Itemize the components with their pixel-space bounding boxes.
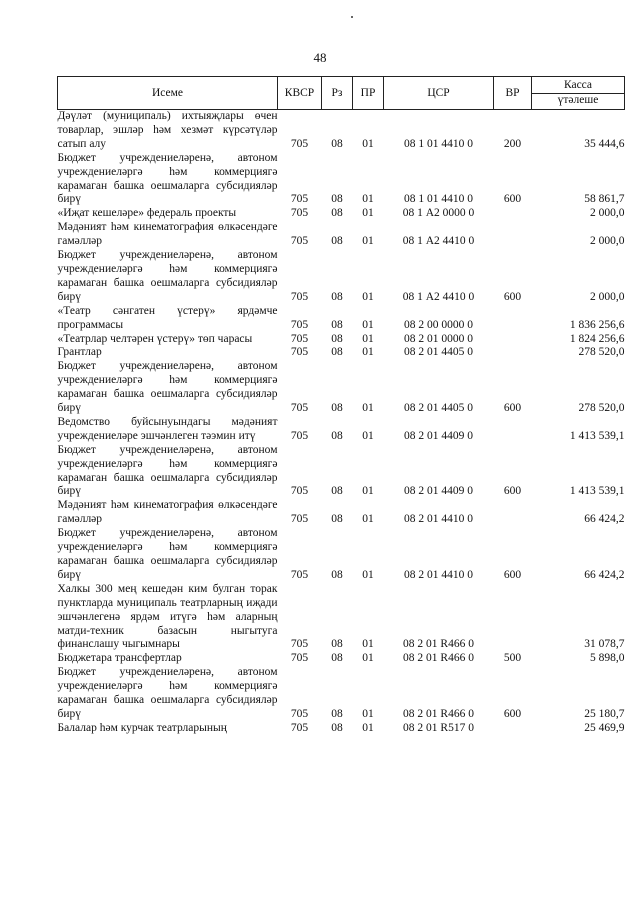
- cell-kvsr: 705: [290, 638, 309, 651]
- cell-vr: [494, 346, 532, 360]
- cell-csr: 08 2 01 R466 0: [403, 638, 474, 651]
- cell-rz: 08: [331, 346, 343, 359]
- cell-csr: 08 1 01 4410 0: [404, 193, 473, 206]
- cell-rz: 08: [331, 707, 343, 720]
- cell-vr: [494, 583, 532, 653]
- cell-amount: 1 824 256,6: [569, 332, 625, 345]
- cell-vr: 500: [503, 652, 522, 665]
- cell-name: «Иҗат кешеләре» федераль проекты: [57, 207, 237, 220]
- cell-amount: 278 520,0: [578, 402, 625, 415]
- cell-name: Мәдәният һәм кинематография өлкәсендәге гамәлләр: [57, 221, 278, 248]
- cell-name: Мәдәният һәм кинематография өлкәсендәге гамәлләр: [57, 499, 278, 526]
- kassa-sublabel: үтәлеше: [532, 93, 624, 107]
- cell-pr: 01: [362, 332, 374, 345]
- cell-kvsr: 705: [290, 346, 309, 359]
- table-row: [58, 207, 625, 221]
- cell-csr: 08 2 01 4410 0: [404, 568, 473, 581]
- cell-vr: 600: [503, 290, 522, 303]
- table-row: [58, 152, 625, 208]
- cell-csr: 08 2 01 0000 0: [404, 332, 473, 345]
- table-row: [58, 499, 625, 527]
- cell-vr: 600: [503, 568, 522, 581]
- cell-kvsr: 705: [290, 652, 309, 665]
- cell-vr: [494, 305, 532, 333]
- cell-pr: 01: [362, 207, 374, 220]
- column-header-kassa: [532, 77, 625, 110]
- table-row: [58, 333, 625, 347]
- table-row: [58, 249, 625, 305]
- cell-vr: [494, 416, 532, 444]
- cell-pr: 01: [362, 485, 374, 498]
- cell-amount: 25 180,7: [584, 707, 625, 720]
- cell-rz: 08: [331, 429, 343, 442]
- table-row: [58, 360, 625, 416]
- kassa-label: Касса: [563, 79, 593, 91]
- cell-kvsr: 705: [290, 568, 309, 581]
- cell-rz: 08: [331, 485, 343, 498]
- table-body: [58, 110, 625, 736]
- cell-amount: 5 898,0: [590, 652, 625, 665]
- cell-amount: 2 000,0: [590, 290, 625, 303]
- scan-speck: [351, 16, 353, 18]
- table-row: [58, 305, 625, 333]
- cell-name: «Театрлар челтәрен үстерү» төп чарасы: [57, 332, 253, 345]
- cell-amount: 31 078,7: [584, 638, 625, 651]
- cell-amount: 66 424,2: [584, 513, 625, 526]
- cell-vr: 600: [503, 402, 522, 415]
- cell-csr: 08 2 01 R517 0: [403, 721, 474, 734]
- cell-csr: 08 2 01 R466 0: [403, 707, 474, 720]
- cell-rz: 08: [331, 638, 343, 651]
- cell-pr: 01: [362, 429, 374, 442]
- cell-vr: 600: [503, 193, 522, 206]
- cell-name: Грантлар: [57, 346, 102, 359]
- cell-vr: [494, 722, 532, 736]
- cell-amount: 278 520,0: [578, 346, 625, 359]
- cell-amount: 2 000,0: [590, 235, 625, 248]
- cell-kvsr: 705: [290, 485, 309, 498]
- cell-rz: 08: [331, 332, 343, 345]
- cell-name: Ведомство буйсынуындагы мәдәният учреждениеләре эшчәнлеген тәэмин итү: [57, 415, 278, 442]
- cell-csr: 08 1 А2 0000 0: [402, 207, 475, 220]
- table-row: [58, 666, 625, 722]
- cell-rz: 08: [331, 137, 343, 150]
- cell-amount: 1 413 539,1: [569, 485, 625, 498]
- cell-rz: 08: [331, 207, 343, 220]
- cell-rz: 08: [331, 193, 343, 206]
- cell-vr: 600: [503, 707, 522, 720]
- cell-amount: 58 861,7: [584, 193, 625, 206]
- table-row: [58, 416, 625, 444]
- cell-pr: 01: [362, 235, 374, 248]
- cell-name: Бюджетара трансфертлар: [57, 652, 182, 665]
- cell-kvsr: 705: [290, 193, 309, 206]
- table-row: [58, 583, 625, 653]
- cell-kvsr: 705: [290, 137, 309, 150]
- table-row: [58, 346, 625, 360]
- cell-vr: [494, 333, 532, 347]
- cell-name: Бюджет учреждениеләренә, автоном учреждениеләргә һәм коммерциягә карамаган башка оешмаларга субсидияләр бирү: [57, 360, 278, 415]
- table-row: [58, 221, 625, 249]
- cell-kvsr: 705: [290, 513, 309, 526]
- cell-rz: 08: [331, 513, 343, 526]
- cell-name: Бюджет учреждениеләренә, автоном учреждениеләргә һәм коммерциягә карамаган башка оешмаларга субсидияләр бирү: [57, 249, 278, 303]
- cell-amount: 66 424,2: [584, 568, 625, 581]
- cell-pr: 01: [362, 721, 374, 734]
- cell-name: Бюджет учреждениеләренә, автоном учреждениеләргә һәм коммерциягә карамаган башка оешмаларга субсидияләр бирү: [57, 527, 278, 581]
- cell-pr: 01: [362, 318, 374, 331]
- cell-csr: 08 1 А2 4410 0: [402, 290, 475, 303]
- cell-name: Балалар һәм курчак театрларының: [57, 721, 227, 734]
- cell-kvsr: 705: [290, 402, 309, 415]
- cell-pr: 01: [362, 568, 374, 581]
- cell-rz: 08: [331, 235, 343, 248]
- cell-pr: 01: [362, 137, 374, 150]
- cell-csr: 08 1 А2 4410 0: [402, 235, 475, 248]
- cell-pr: 01: [362, 513, 374, 526]
- cell-vr: [494, 221, 532, 249]
- cell-name: Бюджет учреждениеләренә, автоном учреждениеләргә һәм коммерциягә карамаган башка оешмаларга субсидияләр бирү: [57, 666, 278, 720]
- cell-rz: 08: [331, 290, 343, 303]
- cell-csr: 08 2 00 0000 0: [404, 318, 473, 331]
- cell-rz: 08: [331, 318, 343, 331]
- cell-kvsr: 705: [290, 332, 309, 345]
- cell-csr: 08 2 01 R466 0: [403, 652, 474, 665]
- column-header-kvsr: КВСР: [278, 77, 322, 110]
- table-row: [58, 652, 625, 666]
- cell-amount: 1 413 539,1: [569, 429, 625, 442]
- cell-vr: [494, 499, 532, 527]
- table-row: [58, 110, 625, 152]
- cell-amount: 35 444,6: [584, 137, 625, 150]
- page-number: 48: [313, 50, 327, 65]
- cell-csr: 08 2 01 4409 0: [404, 485, 473, 498]
- cell-kvsr: 705: [290, 235, 309, 248]
- cell-vr: 200: [503, 137, 522, 150]
- cell-kvsr: 705: [290, 721, 309, 734]
- column-header-vr: ВР: [494, 77, 532, 110]
- cell-csr: 08 2 01 4405 0: [404, 346, 473, 359]
- cell-kvsr: 705: [290, 429, 309, 442]
- cell-name: Бюджет учреждениеләренә, автоном учреждениеләргә һәм коммерциягә карамаган башка оешмаларга субсидияләр бирү: [57, 151, 278, 206]
- cell-rz: 08: [331, 652, 343, 665]
- cell-pr: 01: [362, 193, 374, 206]
- cell-pr: 01: [362, 402, 374, 415]
- table-header-row: [58, 77, 625, 110]
- cell-pr: 01: [362, 707, 374, 720]
- cell-pr: 01: [362, 638, 374, 651]
- table-row: [58, 722, 625, 736]
- cell-vr: [494, 207, 532, 221]
- cell-kvsr: 705: [290, 318, 309, 331]
- cell-csr: 08 2 01 4409 0: [404, 429, 473, 442]
- cell-kvsr: 705: [290, 707, 309, 720]
- cell-vr: 600: [503, 485, 522, 498]
- cell-name: Дәүләт (муниципаль) ихтыяҗлары өчен товарлар, эшләр һәм хезмәт күрсәтүләр сатып алу: [57, 110, 278, 150]
- cell-rz: 08: [331, 721, 343, 734]
- cell-csr: 08 2 01 4410 0: [404, 513, 473, 526]
- cell-kvsr: 705: [290, 207, 309, 220]
- column-header-pr: ПР: [353, 77, 384, 110]
- cell-pr: 01: [362, 652, 374, 665]
- cell-rz: 08: [331, 402, 343, 415]
- cell-csr: 08 2 01 4405 0: [404, 402, 473, 415]
- cell-name: Халкы 300 мең кешедән ким булган торак пунктларда муниципаль театрларның иҗади эшчәнлегенә ярдәм итүгә һәм аларның матди-техник базасын ныгытуга финанслашу чыгымнары: [57, 582, 278, 651]
- table-row: [58, 444, 625, 500]
- cell-pr: 01: [362, 346, 374, 359]
- column-header-csr: ЦСР: [384, 77, 494, 110]
- cell-name: «Театр сәнгатен үстерү» ярдәмче программасы: [57, 304, 278, 331]
- cell-amount: 2 000,0: [590, 207, 625, 220]
- cell-rz: 08: [331, 568, 343, 581]
- column-header-rz: Рз: [322, 77, 353, 110]
- budget-table: [57, 76, 625, 736]
- cell-csr: 08 1 01 4410 0: [404, 137, 473, 150]
- column-header-name: Исеме: [58, 77, 278, 110]
- cell-name: Бюджет учреждениеләренә, автоном учреждениеләргә һәм коммерциягә карамаган башка оешмаларга субсидияләр бирү: [57, 443, 278, 498]
- cell-amount: 1 836 256,6: [569, 318, 625, 331]
- cell-amount: 25 469,9: [584, 721, 625, 734]
- cell-pr: 01: [362, 290, 374, 303]
- table-row: [58, 527, 625, 583]
- cell-kvsr: 705: [290, 290, 309, 303]
